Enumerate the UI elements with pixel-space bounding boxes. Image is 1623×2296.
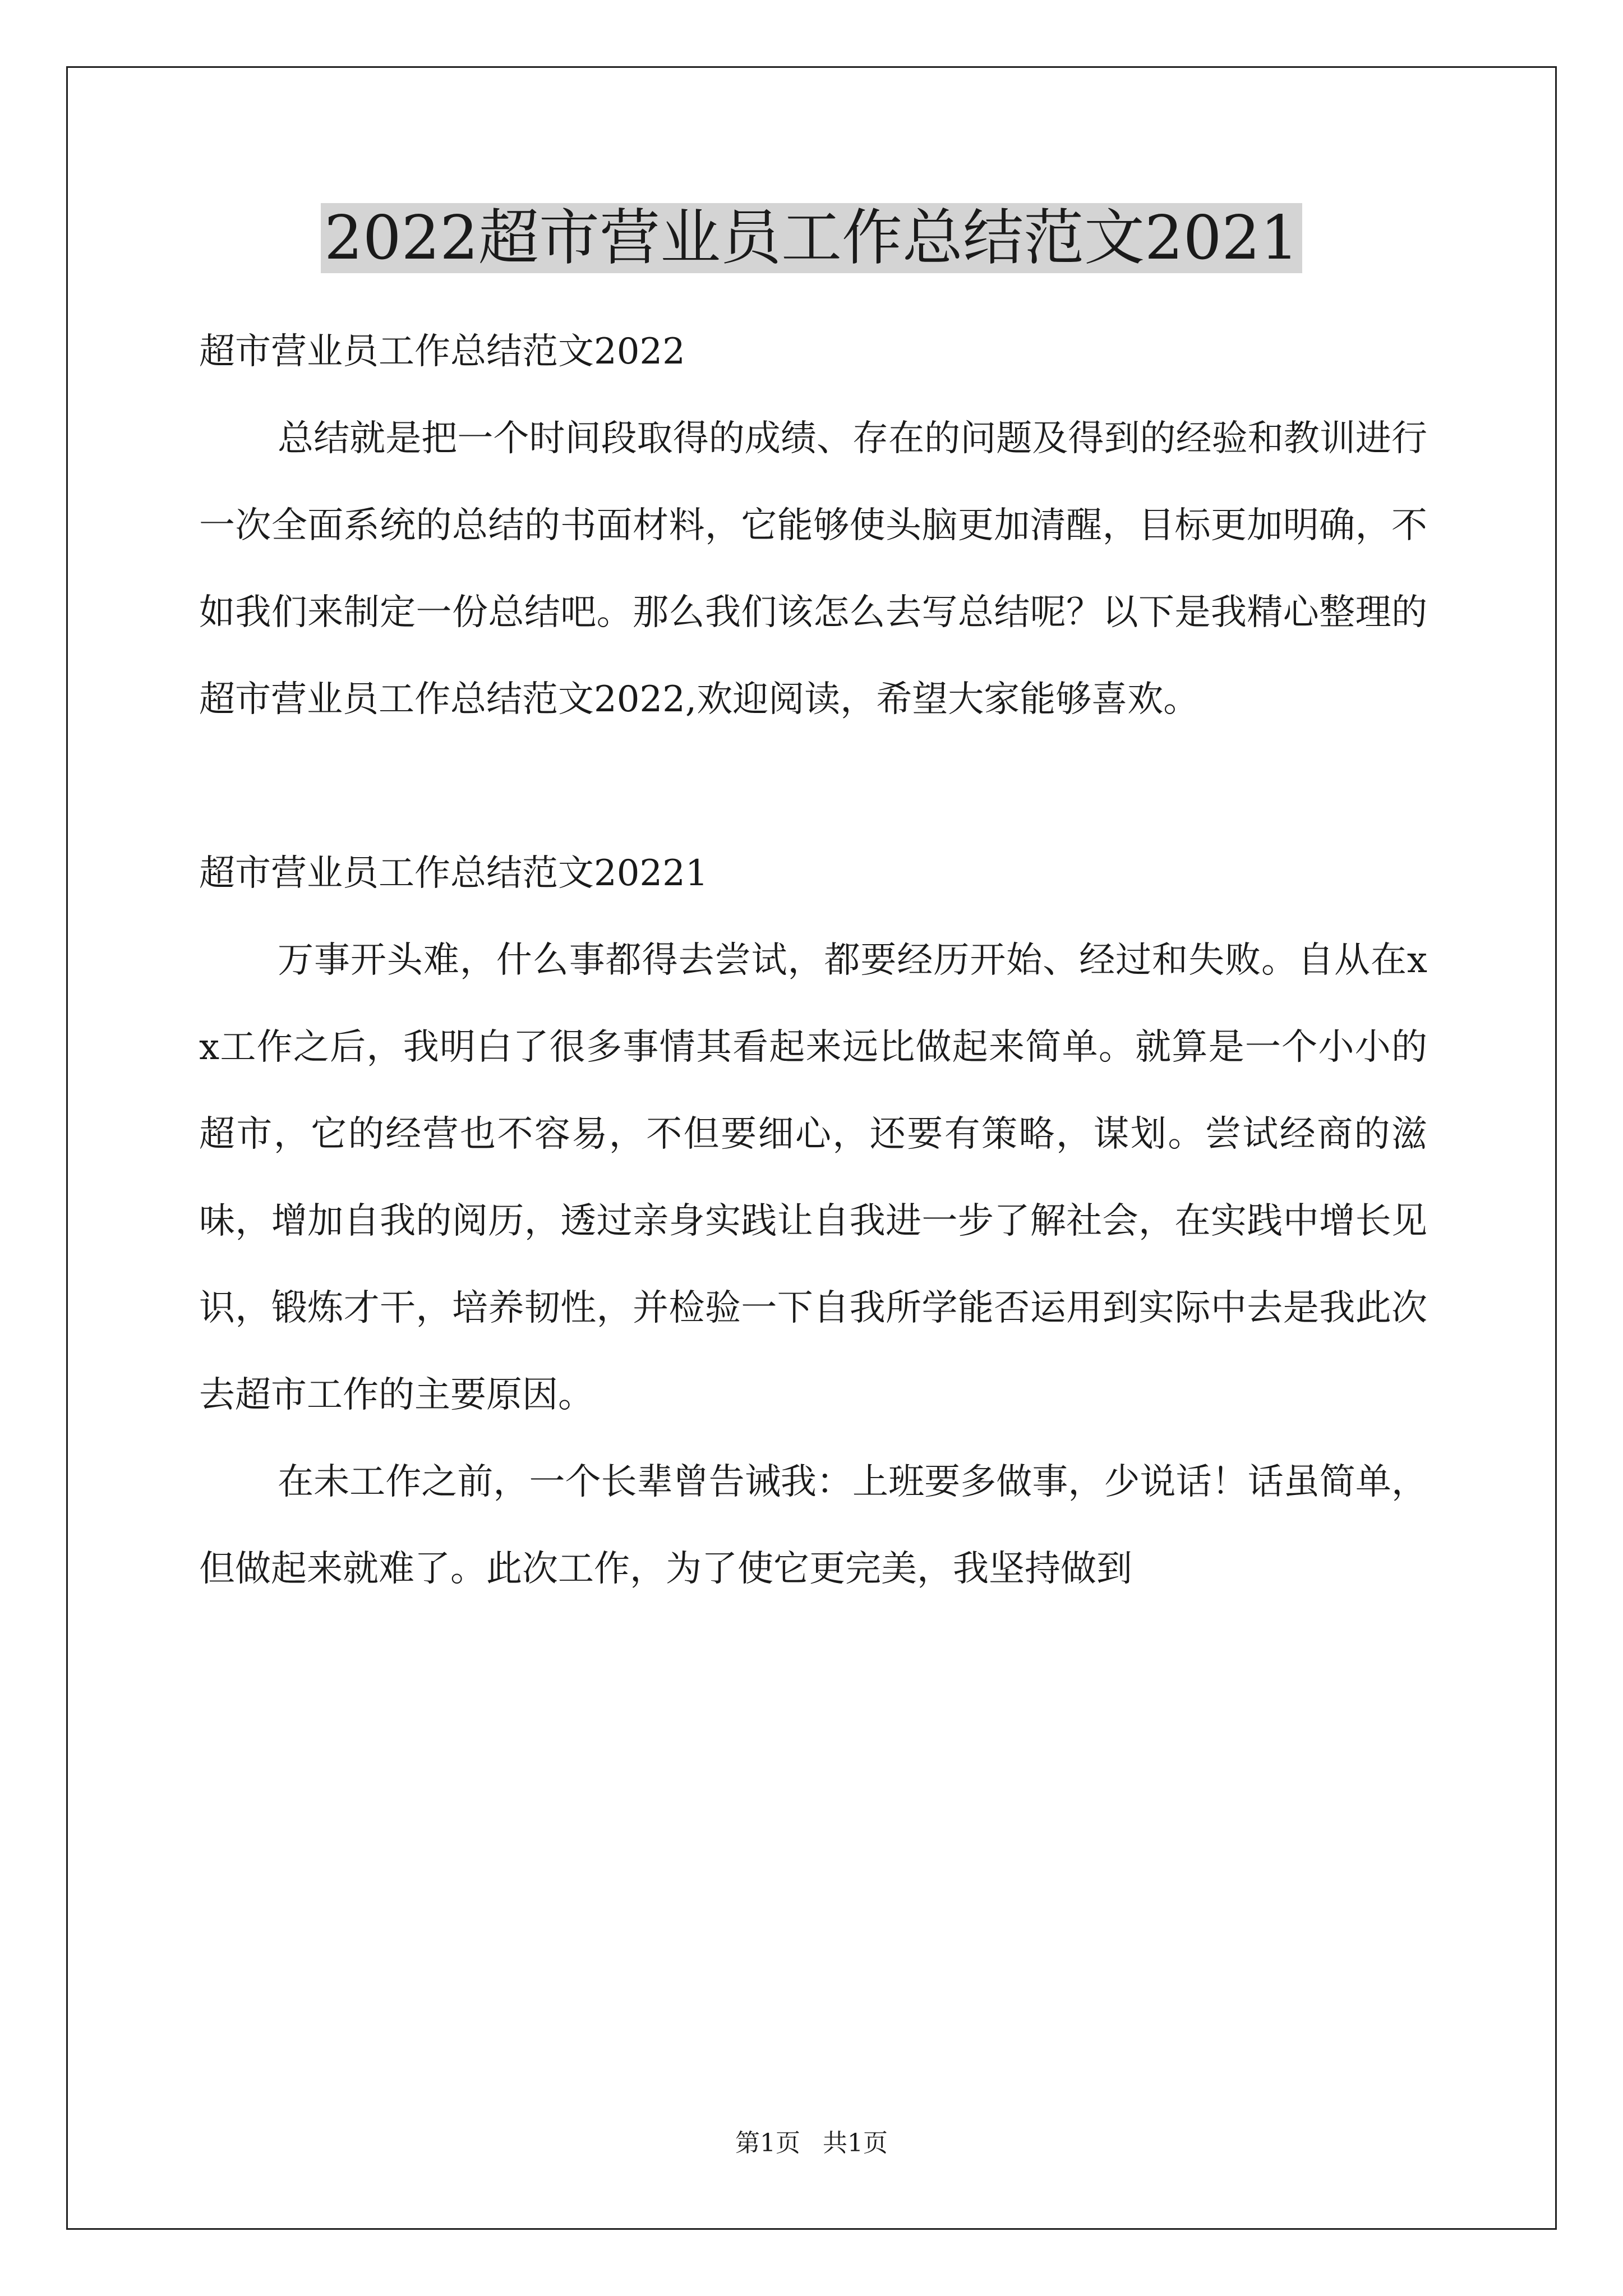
section-heading-2: 超市营业员工作总结范文20221 xyxy=(199,853,708,894)
document-title xyxy=(0,199,1623,278)
section-gap xyxy=(199,743,1427,830)
document-body xyxy=(199,309,1427,1613)
section-2-paragraph-2: 在未工作之前，一个长辈曾告诫我：上班要多做事，少说话！话虽简单，但做起来就难了。此次工作，为了使它更完美，我坚持做到 xyxy=(199,1461,1427,1590)
page-footer xyxy=(0,2129,1623,2159)
document-title-text: 2022超市营业员工作总结范文2021 xyxy=(321,203,1302,273)
page-number-total: 共1页 xyxy=(823,2129,888,2157)
section-2-paragraph-1: 万事开头难，什么事都得去尝试，都要经历开始、经过和失败。自从在xx工作之后，我明白了很多事情其看起来远比做起来简单。就算是一个小小的超市，它的经营也不容易，不但要细心，还要有策略，谋划。尝试经商的滋味，增加自我的阅历，透过亲身实践让自我进一步了解社会，在实践中增长见识，锻炼才干，培养韧性，并检验一下自我所学能否运用到实际中去是我此次去超市工作的主要原因。 xyxy=(199,940,1427,1416)
section-1-paragraph-1: 总结就是把一个时间段取得的成绩、存在的问题及得到的经验和教训进行一次全面系统的总结的书面材料，它能够使头脑更加清醒，目标更加明确，不如我们来制定一份总结吧。那么我们该怎么去写总结呢？以下是我精心整理的超市营业员工作总结范文2022,欢迎阅读，希望大家能够喜欢。 xyxy=(199,418,1427,720)
section-heading-1: 超市营业员工作总结范文2022 xyxy=(199,331,685,372)
page-number-current: 第1页 xyxy=(735,2129,800,2157)
